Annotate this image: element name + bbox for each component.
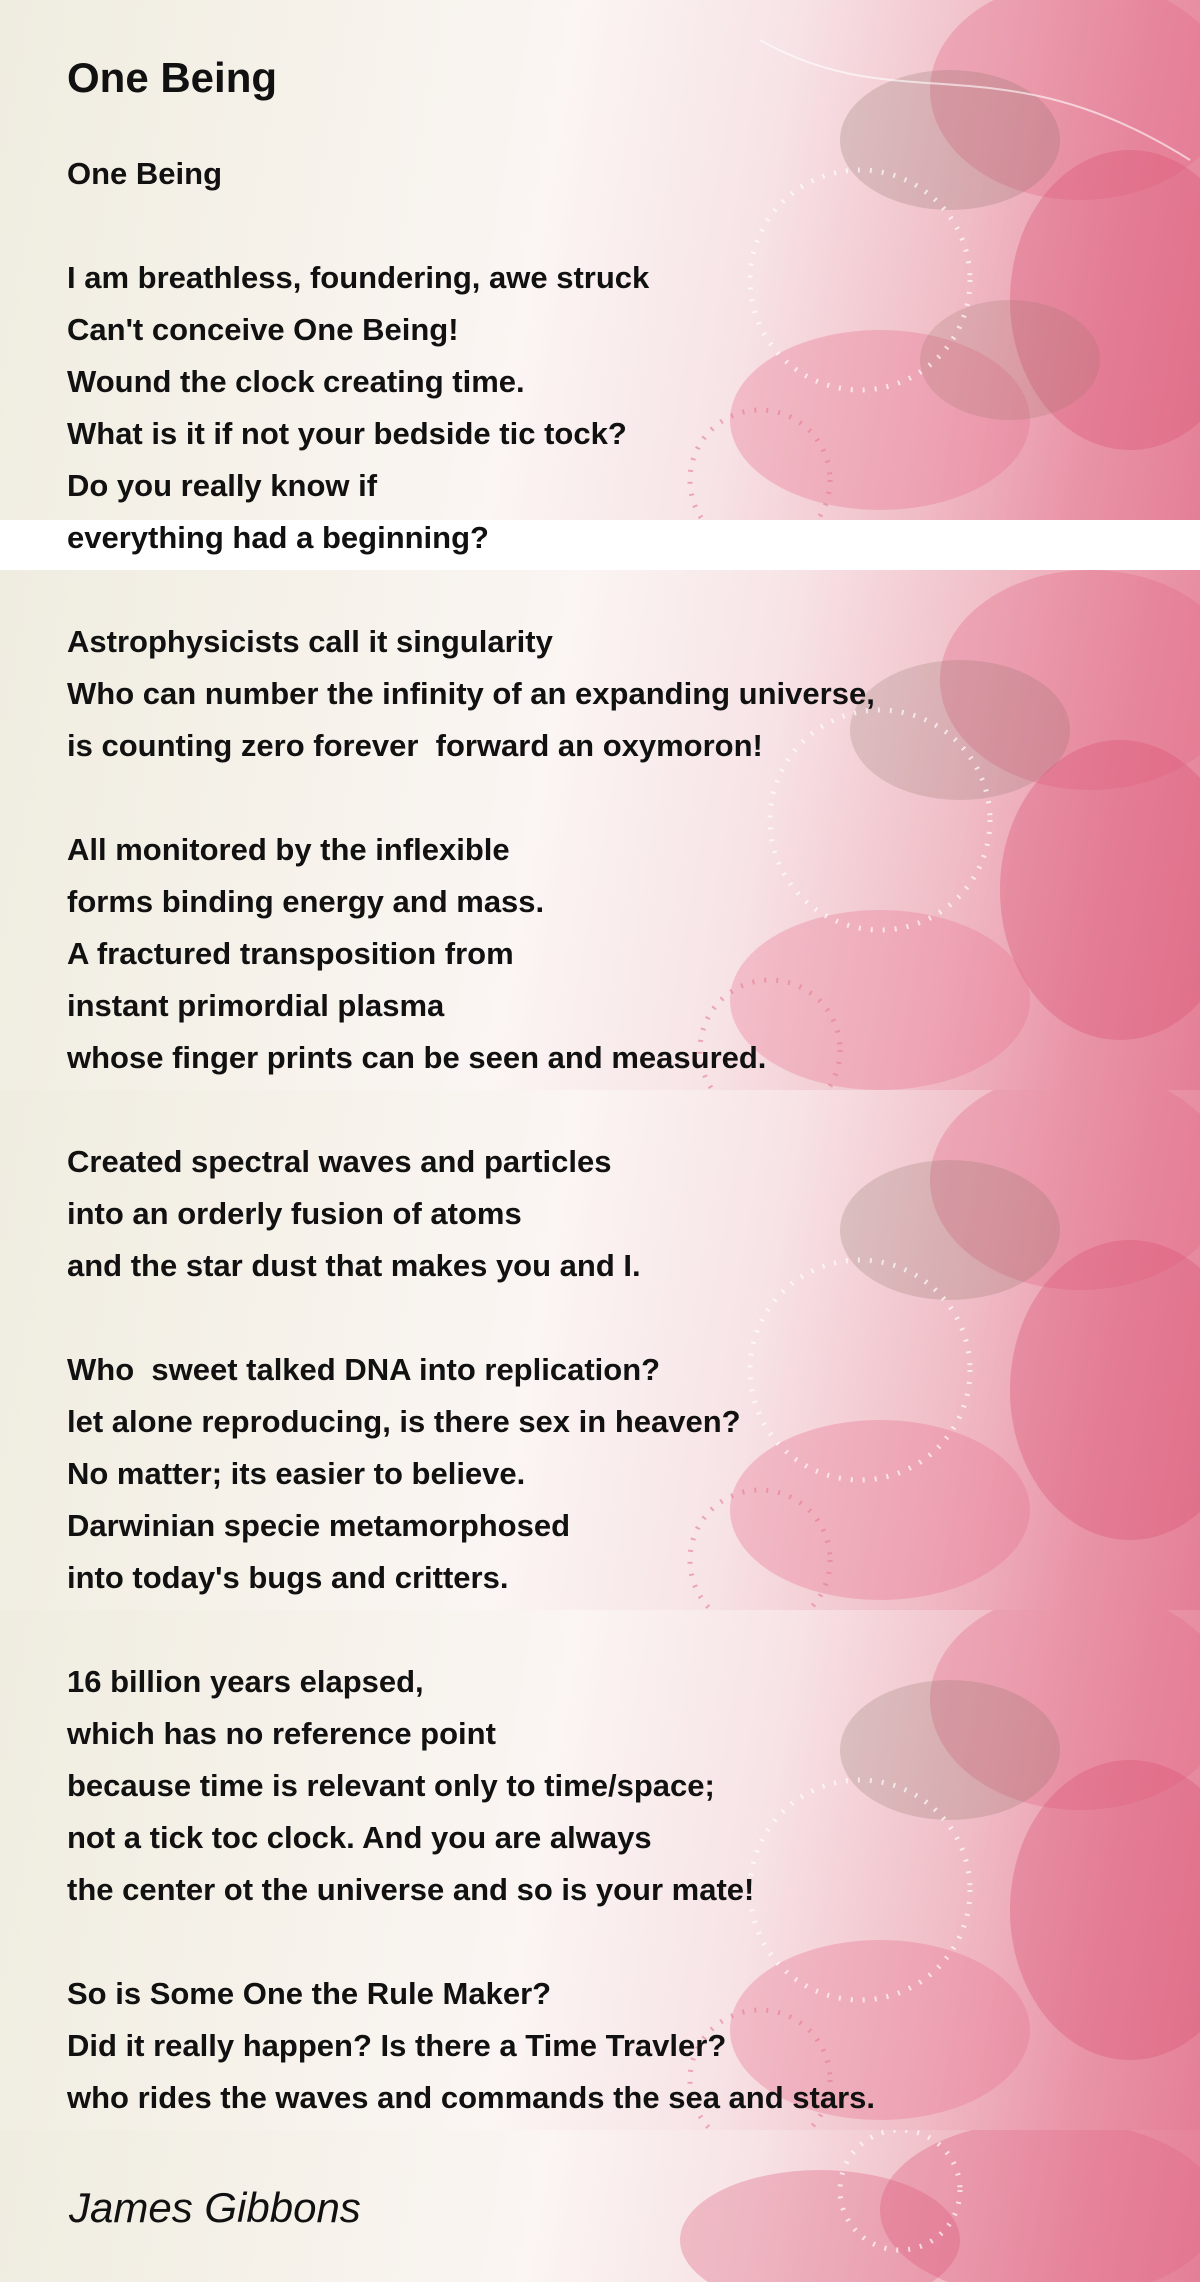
stanza-break (67, 1292, 875, 1344)
poem-line: So is Some One the Rule Maker? (67, 1976, 552, 2011)
poem-line: Astrophysicists call it singularity (67, 624, 553, 659)
author-name: James Gibbons (69, 2184, 361, 2231)
poem-line: Who sweet talked DNA into replication? (67, 1352, 661, 1387)
stanza-break (67, 200, 875, 252)
stanza-break (67, 772, 875, 824)
poem-line: is counting zero forever forward an oxymoron! (67, 728, 763, 763)
stanza-break (67, 1604, 875, 1656)
poem-line: who rides the waves and commands the sea and stars. (67, 2080, 875, 2115)
poem-line: Created spectral waves and particles (67, 1144, 612, 1179)
poem-line: instant primordial plasma (67, 988, 445, 1023)
poem-line: everything had a beginning? (67, 520, 489, 555)
poem-line: into an orderly fusion of atoms (67, 1196, 522, 1231)
poem-line: Darwinian specie metamorphosed (67, 1508, 571, 1543)
stanza-break (67, 1916, 875, 1968)
poem-line: All monitored by the inflexible (67, 832, 510, 867)
poem-line: forms binding energy and mass. (67, 884, 545, 919)
poem-line: Wound the clock creating time. (67, 364, 525, 399)
poem-line: What is it if not your bedside tic tock? (67, 416, 627, 451)
poem-line: 16 billion years elapsed, (67, 1664, 424, 1699)
poem-line: into today's bugs and critters. (67, 1560, 509, 1595)
stanza-break (67, 564, 875, 616)
poem-line: I am breathless, foundering, awe struck (67, 260, 650, 295)
poem-line: Can't conceive One Being! (67, 312, 459, 347)
poem-body (67, 148, 875, 2124)
poem-line: not a tick toc clock. And you are always (67, 1820, 652, 1855)
poem-line: Who can number the infinity of an expanding universe, (67, 676, 875, 711)
poem-line: and the star dust that makes you and I. (67, 1248, 641, 1283)
poem-line: which has no reference point (67, 1716, 496, 1751)
poem-line: the center ot the universe and so is your mate! (67, 1872, 755, 1907)
poem-line: No matter; its easier to believe. (67, 1456, 526, 1491)
poem-title: One Being (67, 54, 278, 101)
poem-line: Do you really know if (67, 468, 378, 503)
poem-line: because time is relevant only to time/space; (67, 1768, 715, 1803)
stanza-break (67, 1084, 875, 1136)
poem-line: whose finger prints can be seen and measured. (67, 1040, 767, 1075)
poem-line: let alone reproducing, is there sex in heaven? (67, 1404, 741, 1439)
poem-line: One Being (67, 156, 223, 191)
poem-line: A fractured transposition from (67, 936, 514, 971)
poem-line: Did it really happen? Is there a Time Travler? (67, 2028, 727, 2063)
